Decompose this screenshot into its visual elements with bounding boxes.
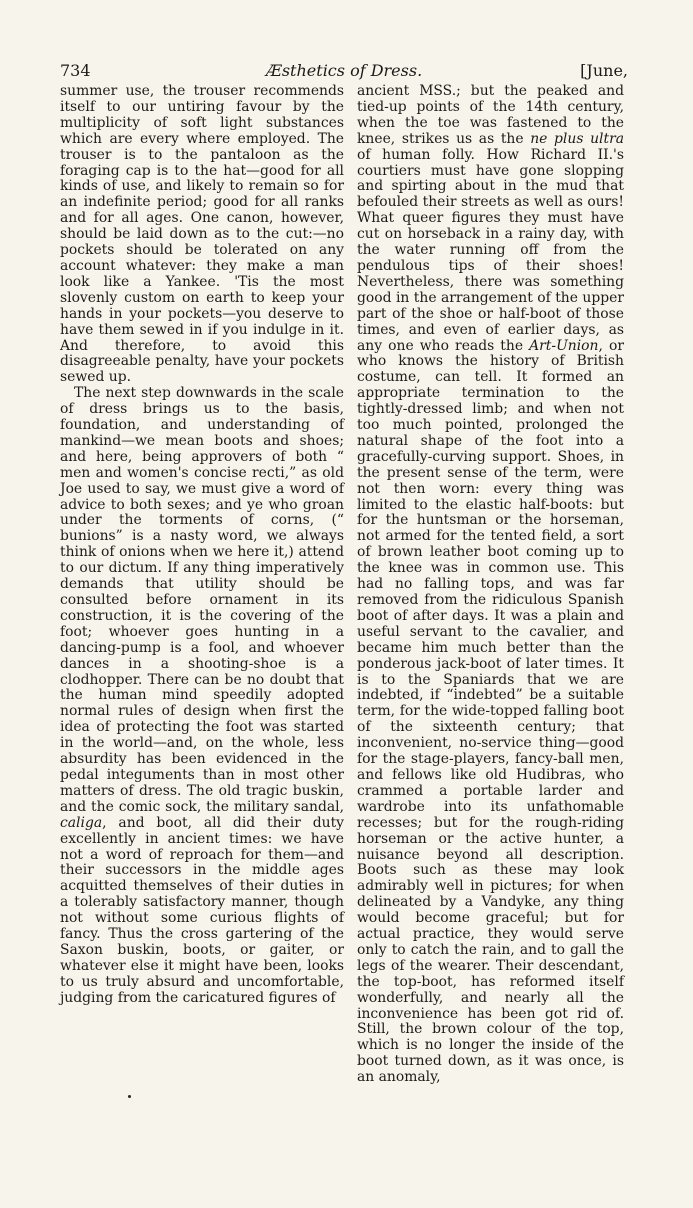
ink-speck xyxy=(128,1095,131,1098)
left-column xyxy=(60,84,344,1007)
italic-term: Art-Union xyxy=(529,337,599,354)
right-paragraph-1: ancient MSS.; but the peaked and tied-up points of the 14th century, when the toe was fastened to the knee, strikes us as the ne plus ultra of human folly. How Richard II.'s courtiers must have gone slopping and spirting about in the mud that befouled their streets as well as ours! What queer figures they must have cut on horseback in a rainy day, with the water running off from the pendulous tips of their shoes! Nevertheless, there was something good in the arrangement of the upper part of the shoe or half-boot of those times, and even of earlier days, as any one who reads the Art-Union, or who knows the history of British costume, can tell. It formed an appropriate termination to the tightly-dressed limb; and when not too much pointed, prolonged the natural shape of the foot into a gracefully-curving support. Shoes, in the present sense of the term, were not then worn: every thing was limited to the elastic half-boots: but for the huntsman or the horseman, not armed for the tented field, a sort of brown leather boot coming up to the knee was in common use. This had no falling tops, and was far removed from the ridiculous Spanish boot of after days. It was a plain and useful servant to the cavalier, and became him much better than the ponderous jack-boot of later times. It is to the Spaniards that we are indebted, if “indebted” be a suitable term, for the wide-topped falling boot of the sixteenth century; that inconvenient, no-service thing—good for the stage-players, fancy-ball men, and fellows like old Hudibras, who crammed a portable larder and wardrobe into its unfathomable recesses; but for the rough-riding horseman or the active hunter, a nuisance beyond all description. Boots such as these may look admirably well in pictures; for when delineated by a Vandyke, any thing would become graceful; but for actual practice, they would serve only to catch the rain, and to gall the legs of the wearer. Their descendant, the top-boot, has reformed itself wonderfully, and nearly all the inconvenience has been got rid of. Still, the brown colour of the top, which is no longer the inside of the boot turned down, as it was once, is an anomaly, xyxy=(357,83,624,1086)
page-number: 734 xyxy=(60,61,91,80)
italic-term: ne plus ultra xyxy=(530,130,624,147)
italic-term: caliga xyxy=(60,814,103,831)
left-paragraph-2: The next step downwards in the scale of dress brings us to the basis, foundation, and understanding of mankind—we mean boots and shoes; and here, being approvers of both “ men and women's concise recti,” as old Joe used to say, we must give a word of advice to both sexes; and ye who groan under the torments of corns, (“ bunions” is a nasty word, we always think of onions when we here it,) attend to our dictum. If any thing imperatively demands that utility should be consulted before ornament in its construction, it is the covering of the foot; whoever goes hunting in a dancing-pump is a fool, and whoever dances in a shooting-shoe is a clodhopper. There can be no doubt that the human mind speedily adopted normal rules of design when first the idea of protecting the foot was started in the world—and, on the whole, less absurdity has been evidenced in the pedal integuments than in most other matters of dress. The old tragic buskin, and the comic sock, the military sandal, caliga, and boot, all did their duty excellently in ancient times: we have not a word of reproach for them—and their successors in the middle ages acquitted themselves of their duties in a tolerably satisfactory manner, though not without some curious flights of fancy. Thus the cross gartering of the Saxon buskin, boots, or gaiter, or whatever else it might have been, looks to us truly absurd and uncomfortable, judging from the caricatured figures of xyxy=(60,385,344,1006)
running-header xyxy=(60,60,628,82)
left-paragraph-1: summer use, the trouser recommends itself to our untiring favour by the multiplicity of soft light substances which are every where employed. The trouser is to the pantaloon as the foraging cap is to the hat—good for all kinds of use, and likely to remain so for an indefinite period; good for all ranks and for all ages. One canon, however, should be laid down as to the cut:—no pockets should be tolerated on any account whatever: they make a man look like a Yankee. 'Tis the most slovenly custom on earth to keep your hands in your pockets—you deserve to have them sewed in if you indulge in it. And therefore, to avoid this disagreeable penalty, have your pockets sewed up. xyxy=(60,83,344,386)
running-title: Æsthetics of Dress. xyxy=(265,61,423,80)
right-column xyxy=(357,84,624,1086)
header-date: [June, xyxy=(580,61,628,80)
